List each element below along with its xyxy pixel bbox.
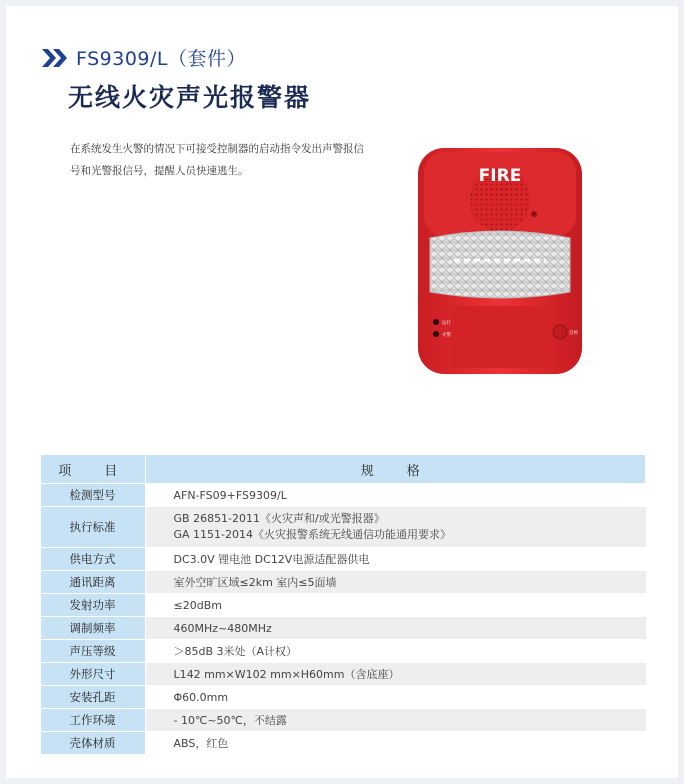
row-value: DC3.0V 锂电池 DC12V电源适配器供电: [145, 548, 646, 571]
table-row: [41, 594, 646, 617]
model-heading: [42, 44, 246, 71]
table-row: [41, 507, 646, 548]
product-description: 在系统发生火警的情况下可接受控制器的启动指令发出声警报信号和光警报信号，提醒人员快速逃生。: [70, 143, 364, 177]
row-label: 供电方式: [41, 548, 146, 571]
row-value: ABS，红色: [145, 732, 646, 755]
table-header-row: [41, 455, 646, 484]
row-value: 室外空旷区域≤2km 室内≤5面墙: [145, 571, 646, 594]
row-label: 执行标准: [41, 507, 146, 548]
row-value: [145, 507, 646, 548]
table-row: [41, 617, 646, 640]
row-value: L142 mm×W102 mm×H60mm（含底座）: [145, 663, 646, 686]
table-row: [41, 663, 646, 686]
row-label: 发射功率: [41, 594, 146, 617]
header-spec: 规 格: [145, 455, 646, 484]
table-row: [41, 686, 646, 709]
led-label-run: 运行: [442, 321, 451, 326]
datasheet-page: [6, 6, 678, 778]
table-row: [41, 709, 646, 732]
row-label: 外形尺寸: [41, 663, 146, 686]
double-chevron-icon: [42, 49, 68, 67]
row-label: 检测型号: [41, 484, 146, 507]
row-value: Φ60.0mm: [145, 686, 646, 709]
fire-label: FIRE: [478, 166, 522, 186]
row-value: ≤20dBm: [145, 594, 646, 617]
table-row: [41, 732, 646, 755]
row-value: AFN-FS09+FS9309/L: [145, 484, 646, 507]
row-label: 调制频率: [41, 617, 146, 640]
row-label: 通讯距离: [41, 571, 146, 594]
row-value: - 10℃~50℃，不结露: [145, 709, 646, 732]
table-row: [41, 640, 646, 663]
product-image: [414, 142, 586, 378]
led-label-alarm: 火警: [442, 333, 451, 338]
row-value-line: GA 1151-2014《火灾报警系统无线通信功能通用要求》: [173, 528, 452, 541]
row-label: 工作环境: [41, 709, 146, 732]
row-value: ＞85dB 3米处（A计权）: [145, 640, 646, 663]
spec-table: [40, 454, 646, 755]
model-text: FS9309/L（套件）: [76, 48, 246, 70]
row-value: 460MHz~480MHz: [145, 617, 646, 640]
self-test-label: 自检: [569, 331, 578, 336]
row-label: 声压等级: [41, 640, 146, 663]
page-title: 无线火灾声光报警器: [68, 83, 312, 112]
table-row: [41, 548, 646, 571]
table-row: [41, 484, 646, 507]
table-row: [41, 571, 646, 594]
row-value-line: GB 26851-2011《火灾声和/或光警报器》: [173, 512, 385, 525]
header-item: 项 目: [41, 455, 146, 484]
row-label: 壳体材质: [41, 732, 146, 755]
row-label: 安装孔距: [41, 686, 146, 709]
